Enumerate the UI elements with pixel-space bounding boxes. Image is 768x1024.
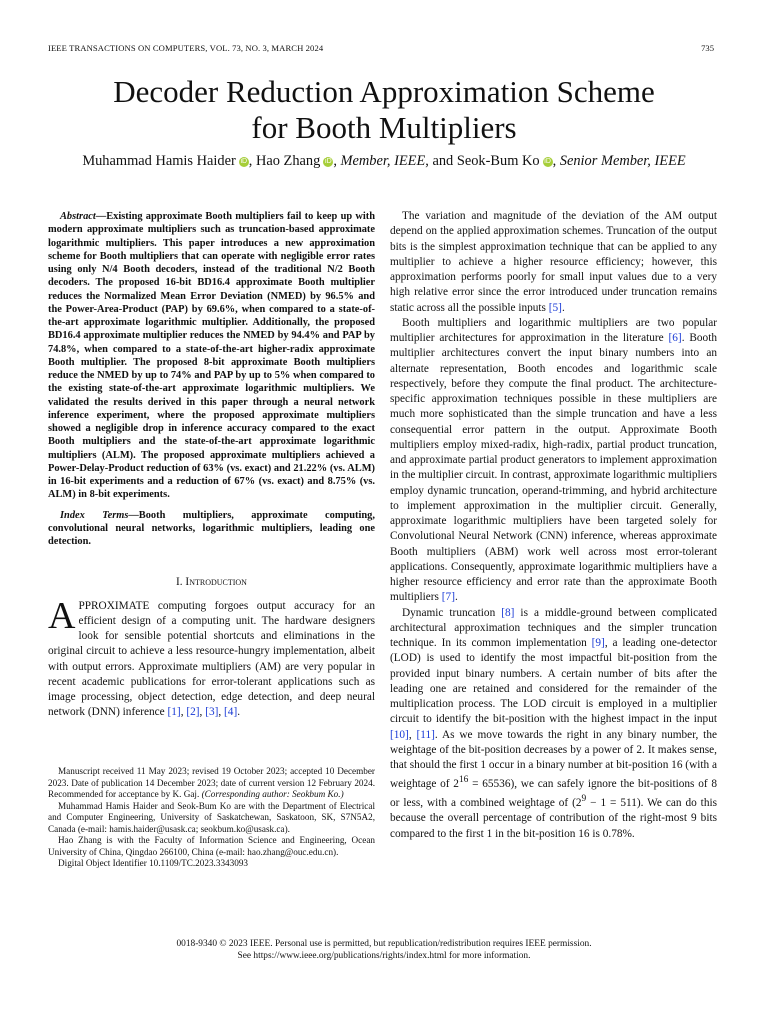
orcid-icon[interactable]: iD <box>325 158 332 165</box>
title-line-2: for Booth Multipliers <box>251 110 517 145</box>
citation-link[interactable]: [5] <box>548 301 562 314</box>
index-terms-label: Index Terms <box>60 509 129 521</box>
footnotes <box>48 766 375 870</box>
citation-link[interactable]: [2] <box>186 706 200 719</box>
author-2: Hao Zhang <box>255 153 321 169</box>
copyright-notice <box>0 938 768 962</box>
citation-link[interactable]: [9] <box>591 637 605 649</box>
section-heading: I. Introduction <box>176 576 247 589</box>
abstract <box>48 210 375 548</box>
abstract-text: —Existing approximate Booth multipliers fail to keep up with modern approximate multipliers such as truncation-based approximate logarithmic multipliers. This paper introduces a new approximation scheme for Booth multipliers that can operate with negligible error rates using only N/4 Booth decoders, instead of the traditional N/2 Booth decoders. The proposed 16-bit BD16.4 approximate Booth multiplier reduces the Normalized Mean Error Deviation (NMED) by 96.5% and the Power-Area-Product (PAP) by 69.6%, when compared to a state-of-the-art approximate logarithmic multiplier. Additionally, the proposed BD16.4 approximate multiplier reduces the NMED by 94.4% and PAP by 74.8%, when compared to a state-of-the-art higher-radix approximate Booth multiplier. The proposed 8-bit approximate Booth multipliers reduce the NMED by up to 74% and PAP by up to 5% when compared to the existing state-of-the-art approximate logarithmic multipliers. We validated the results derived in this paper through a neural network inference experiment, where the proposed approximate multipliers showed a negligible drop in inference accuracy compared to the exact Booth multipliers and the state-of-the-art approximate logarithmic multipliers (ALM). The proposed approximate multipliers achieved a Power-Delay-Product reduction of 63% (vs. exact) and 21.22% (vs. ALM) in 16-bit experiments and a reduction of 67% (vs. exact) and 8.75% (vs. ALM) in 8-bit experiments. <box>48 211 375 501</box>
author-2-role: Member, IEEE <box>340 153 426 169</box>
abstract-label: Abstract <box>60 211 96 222</box>
footnote-manuscript: Manuscript received 11 May 2023; revised 19 October 2023; accepted 10 December 2023. Date of publication 14 December 2023; date of current version 12 February 2024. Recommended for acceptance by K. Gaj. (Corresponding author: Seokbum Ko.) <box>48 766 375 799</box>
author-3: Seok-Bum Ko <box>456 153 540 169</box>
footnote-doi: Digital Object Identifier 10.1109/TC.2023.3343093 <box>58 858 249 868</box>
footnote-affiliation-2: Hao Zhang is with the Faculty of Information Science and Engineering, Ocean University of China, Qingdao 266100, China (e-mail: hao.zhang@ouc.edu.cn). <box>48 835 375 857</box>
author-3-role: Senior Member, IEEE <box>559 153 686 169</box>
page-number: 735 <box>701 43 714 53</box>
paper-title <box>0 74 768 146</box>
index-terms-text: —Booth multipliers, approximate computing, convolutional neural networks, logarithmic multipliers, leading one detection. <box>48 509 375 547</box>
copyright-line-2: See https://www.ieee.org/publications/rights/index.html for more information. <box>237 951 531 961</box>
citation-link[interactable]: [11] <box>416 728 435 741</box>
citation-link[interactable]: [1] <box>167 706 181 719</box>
right-column <box>390 209 717 842</box>
paragraph: Dynamic truncation [8] is a middle-ground between complicated architectural approximation techniques and the simpler truncation technique. In its common implementation [9], a leading one-detector (LOD) is used to identify the most impactful bit-position from the provided input binary numbers. A certain number of bits after the leading one are retained and considered for the remainder of the multiplication process. The LOD circuit is employed in a multiplier circuit to identify the bit-position with the highest impact in the input [10], [11]. As we move towards the right in any binary number, the weightage of the bit-position decreases by a power of 2. It makes sense, that should the first 1 occur in a binary number at bit-position 16 (with a weightage of $2^{16} = 65536$), we can safely ignore the bit-positions of 8 or less, with a combined weightage of $(2^9 - 1 = 511)$. We can do this because the overall percentage of contribution of the right-most 9 bits compared to the first 1 in the bit-position 16 is 0.78%. <box>390 606 718 840</box>
journal-header: IEEE TRANSACTIONS ON COMPUTERS, VOL. 73, NO. 3, MARCH 2024 <box>48 43 324 53</box>
author-list: Muhammad Hamis Haider iD , Hao Zhang iD , Member, IEEE, and Seok-Bum Ko iD , Senior Member, IEEE <box>82 153 686 169</box>
citation-link[interactable]: [3] <box>205 706 219 719</box>
drop-cap: A <box>48 594 76 637</box>
citation-link[interactable]: [10] <box>390 728 409 741</box>
title-line-1: Decoder Reduction Approximation Scheme <box>113 74 655 109</box>
orcid-icon[interactable]: iD <box>544 158 551 165</box>
author-1: Muhammad Hamis Haider <box>82 153 236 169</box>
paragraph: Booth multipliers and logarithmic multipliers are two popular multiplier architectures for approximation in the literature [6]. Booth multiplier architectures convert the input binary numbers into an alternate representation, Booth encodes and logarithmic scale respectively, before they compute the final product. The architecture-specific approximation techniques possible in these multipliers are much more sophisticated than the simple truncation and have a less consequential error pattern in the output. Approximate Booth multipliers employ mixed-radix, high-radix, partial product truncation, and approximate partial product generators to implement approximation in the multiplier circuit. In contrast, approximate logarithmic multipliers employ dynamic truncation, operand-trimming, and hybrid architecture to implement approximation in the multiplier circuit. Generally, approximate logarithmic multipliers have been targeted solely for Convolutional Neural Network (CNN) inference, whereas approximate Booth multipliers (ABM) work well across most error-tolerant applications. Consequently, approximate logarithmic multipliers have a higher resource efficiency and error rate than the approximate Booth multipliers [7]. <box>390 316 717 604</box>
intro-paragraph: APPROXIMATE computing forgoes output accuracy for an efficient design of a computing unit. The hardware designers look for sensible potential shortcuts and eliminations in the original circuit to achieve a less resource-hungry implementation, albeit with output errors. Approximate multipliers (AM) are very popular in recent academic publications for error-tolerant applications such as image processing, object detection, edge detection, and deep neural network (DNN) inference [1], [2], [3], [4]. <box>48 594 375 719</box>
footnote-affiliation-1: Muhammad Hamis Haider and Seok-Bum Ko are with the Department of Electrical and Computer Engineering, University of Saskatchewan, Saskatoon, SK, S7N5A2, Canada (e-mail: hamis.haider@usask.ca; seokbum.ko@usask.ca). <box>48 800 375 834</box>
citation-link[interactable]: [8] <box>501 606 515 619</box>
citation-link[interactable]: [4] <box>224 706 238 719</box>
copyright-line-1: 0018-9340 © 2023 IEEE. Personal use is permitted, but republication/redistribution requires IEEE permission. <box>176 939 592 949</box>
left-column <box>48 210 375 721</box>
orcid-icon[interactable]: iD <box>240 158 248 165</box>
paragraph: The variation and magnitude of the deviation of the AM output depend on the applied approximation schemes. Truncation of the output bits is the simplest approximation technique that can be applied to any multiplier to achieve a higher resource efficiency; however, this approximation performs poorly for small input values due to a very high relative error since the error introduced under truncation remains static across all the possible inputs [5]. <box>390 210 717 314</box>
citation-link[interactable]: [6] <box>668 332 682 344</box>
citation-link[interactable]: [7] <box>441 591 455 604</box>
